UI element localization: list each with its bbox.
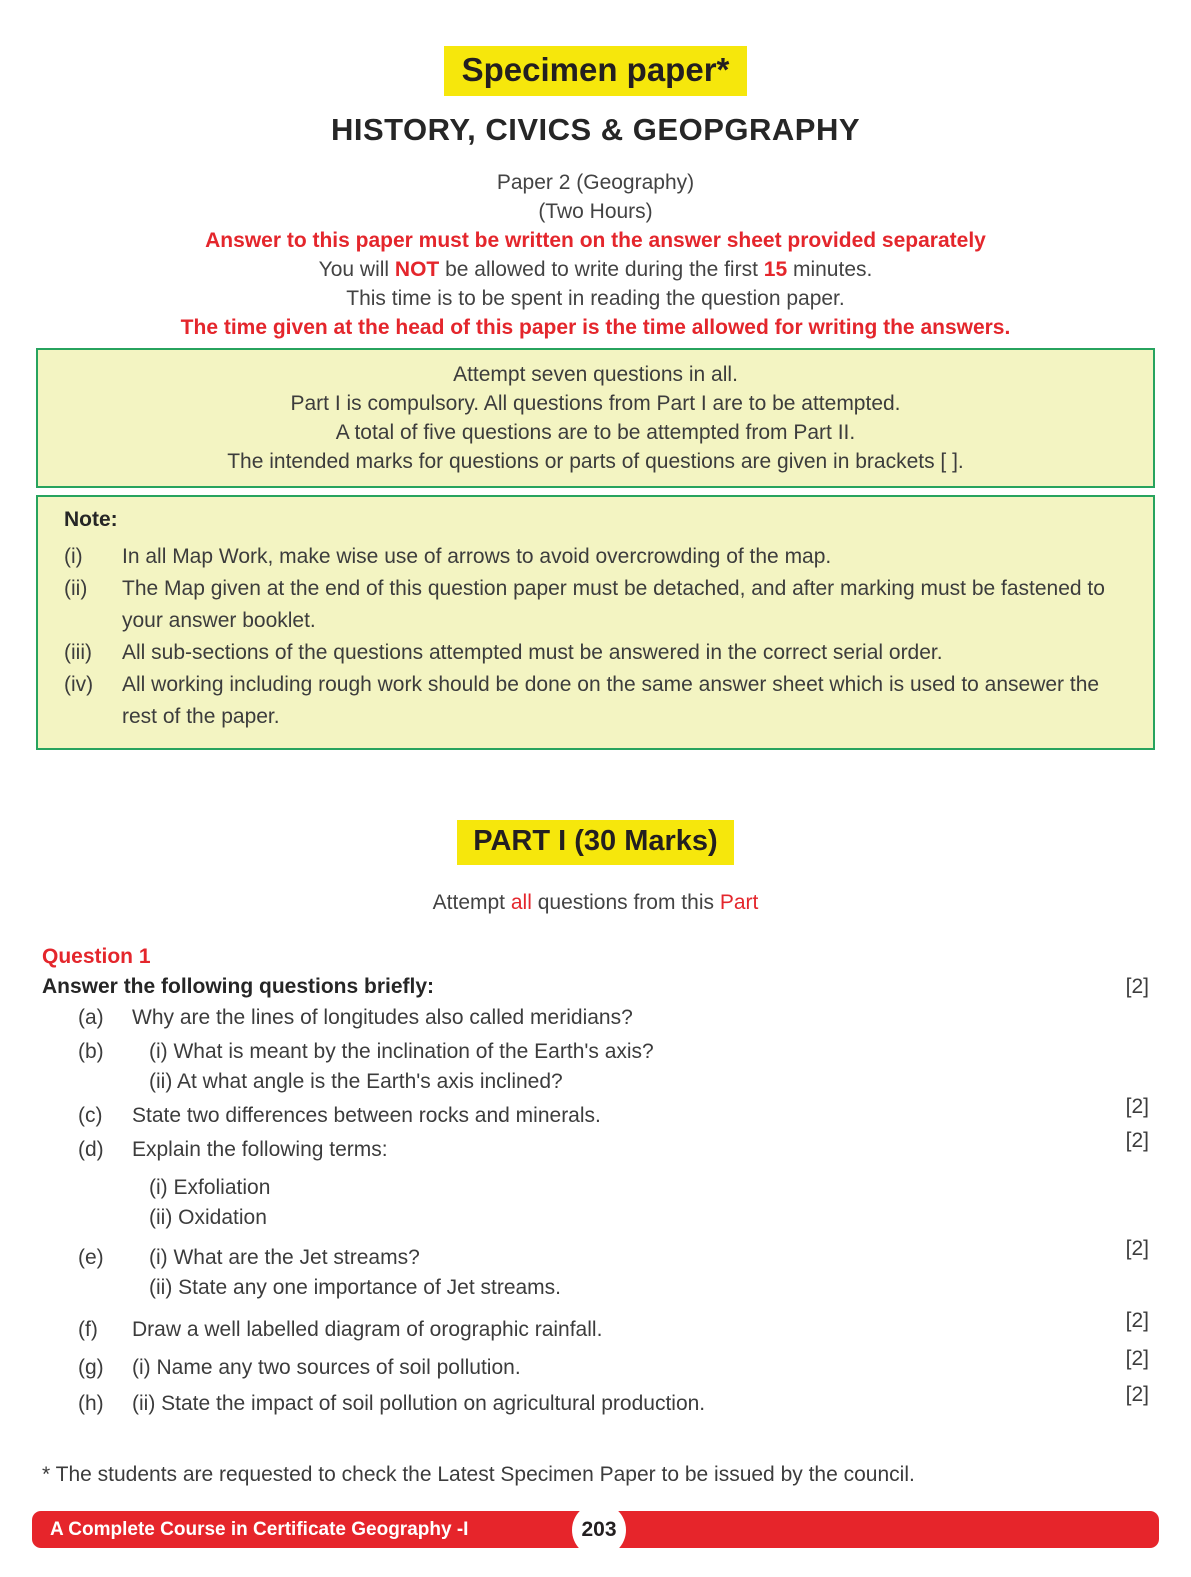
question-item-a [78,1003,1149,1033]
marks-badge: [2] [1125,1383,1149,1406]
duration-line: (Two Hours) [538,200,653,223]
question-item-text [132,1037,1101,1097]
question-item-text [132,1101,1101,1131]
attempt-rule-line: A total of five questions are to be attempted from Part II. [335,421,856,444]
attempt-mid: questions from this [537,891,714,914]
question-item-g [78,1347,1149,1383]
question-item-text [132,1353,1101,1383]
note-box [36,495,1155,750]
note-heading: Note: [64,508,118,531]
attempt-all-line [42,891,1149,915]
question-line: Explain the following terms: [132,1138,388,1161]
question-line: (i) What are the Jet streams? [149,1246,420,1269]
title-wrap [42,46,1149,96]
question-item-c [78,1095,1149,1131]
marks-badge: [2] [1125,1309,1149,1332]
book-title: A Complete Course in Certificate Geography -I [50,1519,469,1540]
question-line: Why are the lines of longitudes also called meridians? [132,1006,633,1029]
instruction-not-pre: You will [318,258,390,281]
attempt-rule-line: The intended marks for questions or parts of questions are given in brackets [ ]. [227,450,964,473]
instruction-not-mid: be allowed to write during the first [445,258,758,281]
marks-badge: [2] [1125,1347,1149,1370]
instruction-reading-time: This time is to be spent in reading the question paper. [346,287,845,310]
question-item-h [78,1383,1149,1419]
instruction-not-allowed [42,255,1149,284]
marks-badge: [2] [1125,1129,1149,1152]
note-item-text: In all Map Work, make wise use of arrows to avoid overcrowding of the map. [122,545,832,568]
note-item [64,669,1127,733]
question-item-text [132,1315,1101,1345]
attempt-rules-box [36,348,1155,488]
instruction-not-word: NOT [394,258,440,281]
question-item-label: (b) [78,1040,104,1063]
question-item-f [78,1309,1149,1345]
question-1-label: Question 1 [42,945,151,968]
note-item [64,637,1127,669]
question-item-label: (c) [78,1104,103,1127]
instruction-answer-sheet: Answer to this paper must be written on the answer sheet provided separately [205,229,986,252]
question-item-d [78,1129,1149,1165]
note-item [64,573,1127,637]
question-line: State two differences between rocks and minerals. [132,1104,601,1127]
note-item-text: The Map given at the end of this question paper must be detached, and after marking must be fastened to your answer booklet. [122,577,1105,632]
question-item-e [78,1237,1149,1303]
page-number-badge: 203 [572,1503,626,1557]
instruction-not-post: minutes. [792,258,873,281]
footnote: * The students are requested to check the Latest Specimen Paper to be issued by the council. [42,1463,915,1486]
note-item-label: (iv) [64,673,94,696]
question-intro: Answer the following questions briefly: [42,975,435,998]
question-item-text [132,1003,1101,1033]
question-item-label: (f) [78,1318,98,1341]
question-line: (i) Name any two sources of soil pollution. [132,1356,521,1379]
instruction-time-head: The time given at the head of this paper is the time allowed for writing the answers. [180,316,1011,339]
note-item-text: All working including rough work should be done on the same answer sheet which is used to ansewer the rest of the paper. [122,673,1100,728]
question-item-text [132,1389,1101,1419]
footer-bar [32,1511,1159,1548]
marks-badge [1101,1003,1149,1033]
question-line: (ii) At what angle is the Earth's axis inclined? [149,1070,563,1093]
note-item-label: (ii) [64,577,88,600]
question-item-label: (g) [78,1356,104,1379]
question-intro-row [42,975,1149,999]
attempt-rule-line: Attempt seven questions in all. [453,363,738,386]
paper-subtitle: Paper 2 (Geography) [496,171,695,194]
note-item-label: (i) [64,545,83,568]
attempt-part-word: Part [719,891,759,914]
question-line: (i) What is meant by the inclination of the Earth's axis? [149,1040,654,1063]
question-line: (ii) State the impact of soil pollution on agricultural production. [132,1392,706,1415]
question-subline: (i) Exfoliation [149,1176,271,1199]
marks-badge: [2] [1125,1095,1149,1118]
specimen-paper-highlight: Specimen paper* [444,46,748,96]
question-item-label: (h) [78,1392,104,1415]
question-line: Draw a well labelled diagram of orographic rainfall. [132,1318,603,1341]
question-line: (ii) State any one importance of Jet streams. [149,1276,562,1299]
note-item-label: (iii) [64,641,92,664]
instruction-minutes-value: 15 [763,258,788,281]
question-item-label: (e) [78,1246,104,1269]
part1-heading-highlight: PART I (30 Marks) [457,820,733,865]
note-item-text: All sub-sections of the questions attempted must be answered in the correct serial order. [122,641,943,664]
question-item-text [132,1243,1101,1303]
part1-heading-wrap [42,820,1149,865]
subject-title: HISTORY, CIVICS & GEOPGRAPHY [330,112,861,147]
note-item [64,541,1127,573]
attempt-pre: Attempt [432,891,506,914]
marks-badge [1101,1037,1149,1097]
question-item-b [78,1037,1149,1097]
marks-badge: [2] [1125,1237,1149,1260]
question-item-text [132,1135,1101,1165]
exam-paper-page [0,46,1191,1548]
question-item-label: (d) [78,1138,104,1161]
question-item-d-subitems [149,1173,1149,1233]
question-subline: (ii) Oxidation [149,1206,267,1229]
question-item-label: (a) [78,1006,104,1029]
marks-badge: [2] [1125,975,1149,998]
attempt-all-word: all [510,891,532,914]
attempt-rule-line: Part I is compulsory. All questions from Part I are to be attempted. [290,392,901,415]
header-instructions [42,168,1149,342]
